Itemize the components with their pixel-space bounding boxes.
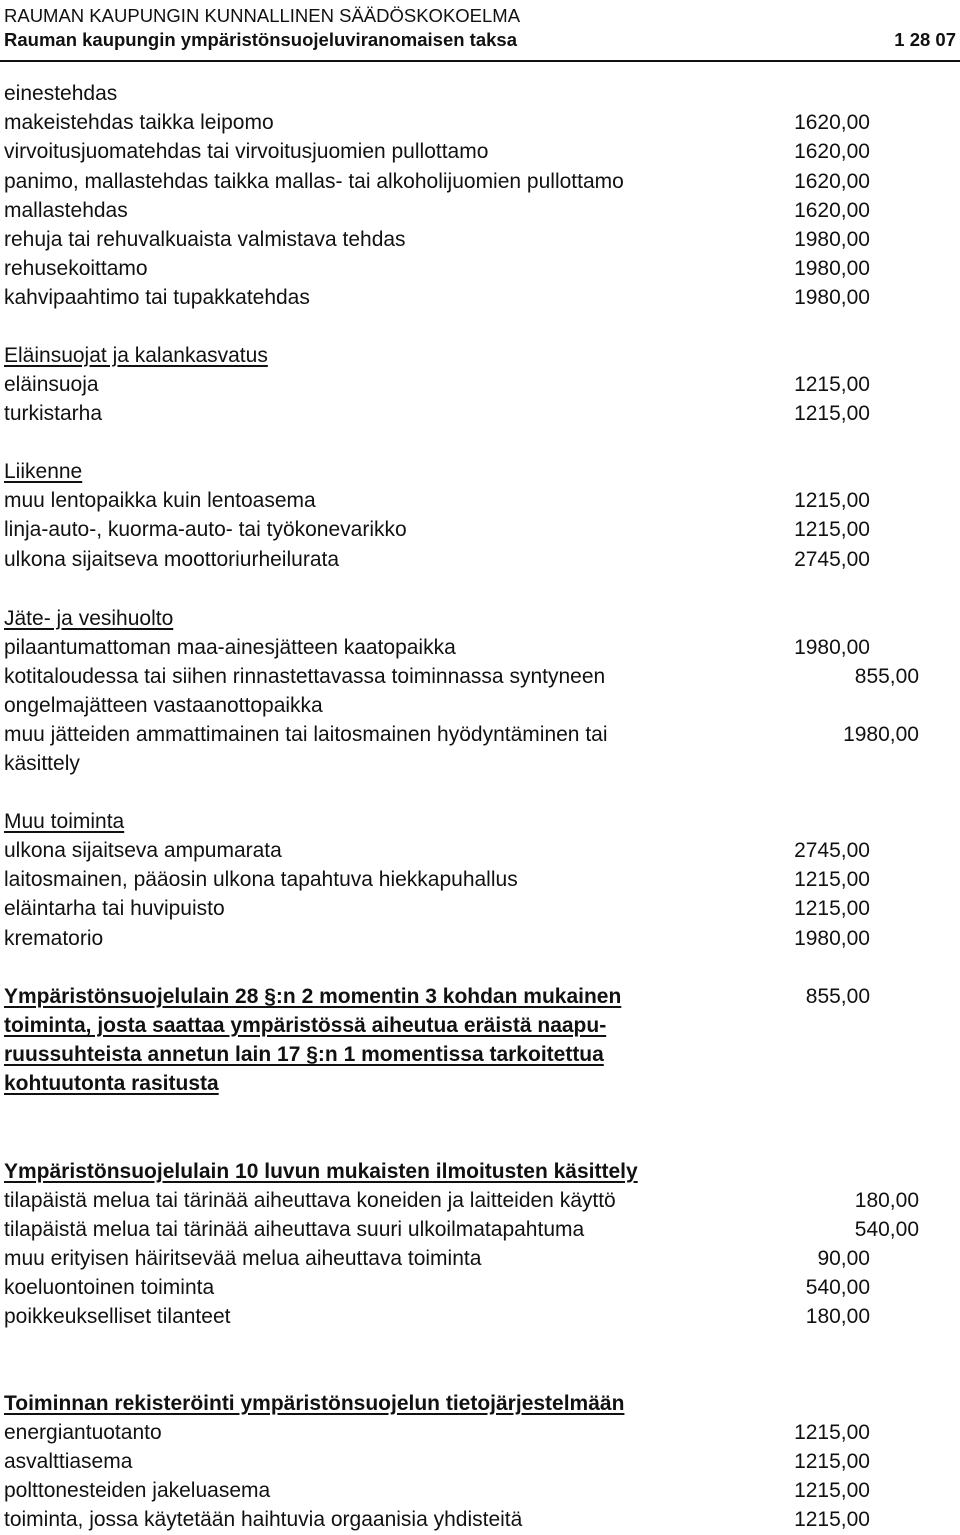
fee-label: turkistarha <box>4 402 103 425</box>
fee-label: pilaantumattoman maa-ainesjätteen kaatopaikka <box>4 636 456 659</box>
section-heading-notifications: Ympäristönsuojelulain 10 luvun mukaisten ilmoitusten käsittely <box>4 1160 638 1183</box>
fee-label: muu jätteiden ammattimainen tai laitosmainen hyödyntäminen tai <box>4 723 608 746</box>
fee-amount: 1980,00 <box>794 286 870 309</box>
fee-label: panimo, mallastehdas taikka mallas- tai alkoholijuomien pullottamo <box>4 170 624 193</box>
fee-label-continued: ongelmajätteen vastaanottopaikka <box>4 694 323 717</box>
fee-amount: 1980,00 <box>794 636 870 659</box>
fee-label: asvalttiasema <box>4 1450 133 1473</box>
fee-amount: 1215,00 <box>794 1479 870 1502</box>
fee-label: toiminta, jossa käytetään haihtuvia orgaanisia yhdisteitä <box>4 1508 523 1531</box>
fee-amount: 1620,00 <box>794 111 870 134</box>
document-title: Rauman kaupungin ympäristönsuojeluviranomaisen taksa <box>4 29 517 50</box>
document-code: 1 28 07 <box>894 29 956 50</box>
document-series-title: RAUMAN KAUPUNGIN KUNNALLINEN SÄÄDÖSKOKOELMA <box>4 5 521 26</box>
fee-amount: 2745,00 <box>794 839 870 862</box>
fee-amount: 1215,00 <box>794 1450 870 1473</box>
fee-label: tilapäistä melua tai tärinää aiheuttava suuri ulkoilmatapahtuma <box>4 1218 585 1241</box>
fee-amount: 1215,00 <box>794 897 870 920</box>
fee-amount: 1980,00 <box>794 257 870 280</box>
section-heading-traffic: Liikenne <box>4 460 83 483</box>
fee-amount: 1620,00 <box>794 170 870 193</box>
fee-amount: 540,00 <box>854 1218 919 1241</box>
fee-label: laitosmainen, pääosin ulkona tapahtuva hiekkapuhallus <box>4 868 518 891</box>
section-heading-food: einestehdas <box>4 82 118 105</box>
fee-label: linja-auto-, kuorma-auto- tai työkonevarikko <box>4 518 407 541</box>
fee-label: energiantuotanto <box>4 1421 162 1444</box>
fee-amount: 1215,00 <box>794 868 870 891</box>
fee-label: eläintarha tai huvipuisto <box>4 897 225 920</box>
fee-amount: 1980,00 <box>794 927 870 950</box>
fee-label-continued: käsittely <box>4 752 80 775</box>
fee-label: ulkona sijaitseva moottoriurheilurata <box>4 548 340 571</box>
section-heading-animals: Eläinsuojat ja kalankasvatus <box>4 344 268 367</box>
fee-amount: 855,00 <box>854 665 919 688</box>
fee-amount: 1215,00 <box>794 1421 870 1444</box>
fee-label: koeluontoinen toiminta <box>4 1276 215 1299</box>
neighbor-relations-heading-line: Ympäristönsuojelulain 28 §:n 2 momentin 3 kohdan mukainen <box>4 985 622 1008</box>
fee-label: virvoitusjuomatehdas tai virvoitusjuomien pullottamo <box>4 140 489 163</box>
fee-amount: 1215,00 <box>794 518 870 541</box>
fee-amount: 1215,00 <box>794 1508 870 1531</box>
fee-label: rehuja tai rehuvalkuaista valmistava tehdas <box>4 228 406 251</box>
fee-amount: 1620,00 <box>794 140 870 163</box>
neighbor-relations-heading-line: kohtuutonta rasitusta <box>4 1072 219 1095</box>
fee-amount: 2745,00 <box>794 548 870 571</box>
fee-label: kotitaloudessa tai siihen rinnastettavassa toiminnassa syntyneen <box>4 665 606 688</box>
section-heading-other: Muu toiminta <box>4 810 125 833</box>
section-heading-registration: Toiminnan rekisteröinti ympäristönsuojelun tietojärjestelmään <box>4 1392 625 1415</box>
fee-label: ulkona sijaitseva ampumarata <box>4 839 282 862</box>
fee-label: muu lentopaikka kuin lentoasema <box>4 489 316 512</box>
fee-amount: 180,00 <box>854 1189 919 1212</box>
fee-amount: 1980,00 <box>794 228 870 251</box>
fee-label: kahvipaahtimo tai tupakkatehdas <box>4 286 310 309</box>
fee-label: muu erityisen häiritsevää melua aiheuttava toiminta <box>4 1247 482 1270</box>
fee-label: makeistehdas taikka leipomo <box>4 111 274 134</box>
fee-amount: 180,00 <box>805 1305 870 1328</box>
fee-label: eläinsuoja <box>4 373 99 396</box>
fee-label: poikkeukselliset tilanteet <box>4 1305 231 1328</box>
fee-amount: 1215,00 <box>794 489 870 512</box>
fee-amount: 1620,00 <box>794 199 870 222</box>
fee-label: tilapäistä melua tai tärinää aiheuttava koneiden ja laitteiden käyttö <box>4 1189 616 1212</box>
fee-amount: 1980,00 <box>843 723 919 746</box>
fee-label: krematorio <box>4 927 104 950</box>
header-divider <box>0 60 960 62</box>
fee-label: mallastehdas <box>4 199 128 222</box>
fee-amount: 90,00 <box>817 1247 870 1270</box>
section-heading-waste: Jäte- ja vesihuolto <box>4 607 174 630</box>
neighbor-relations-heading-line: ruussuhteista annetun lain 17 §:n 1 momentissa tarkoitettua <box>4 1043 604 1066</box>
neighbor-relations-heading-line: toiminta, josta saattaa ympäristössä aiheutua eräistä naapu- <box>4 1014 607 1037</box>
fee-amount: 855,00 <box>805 985 870 1008</box>
fee-label: rehusekoittamo <box>4 257 148 280</box>
fee-amount: 540,00 <box>805 1276 870 1299</box>
fee-label: polttonesteiden jakeluasema <box>4 1479 271 1502</box>
fee-amount: 1215,00 <box>794 402 870 425</box>
fee-amount: 1215,00 <box>794 373 870 396</box>
